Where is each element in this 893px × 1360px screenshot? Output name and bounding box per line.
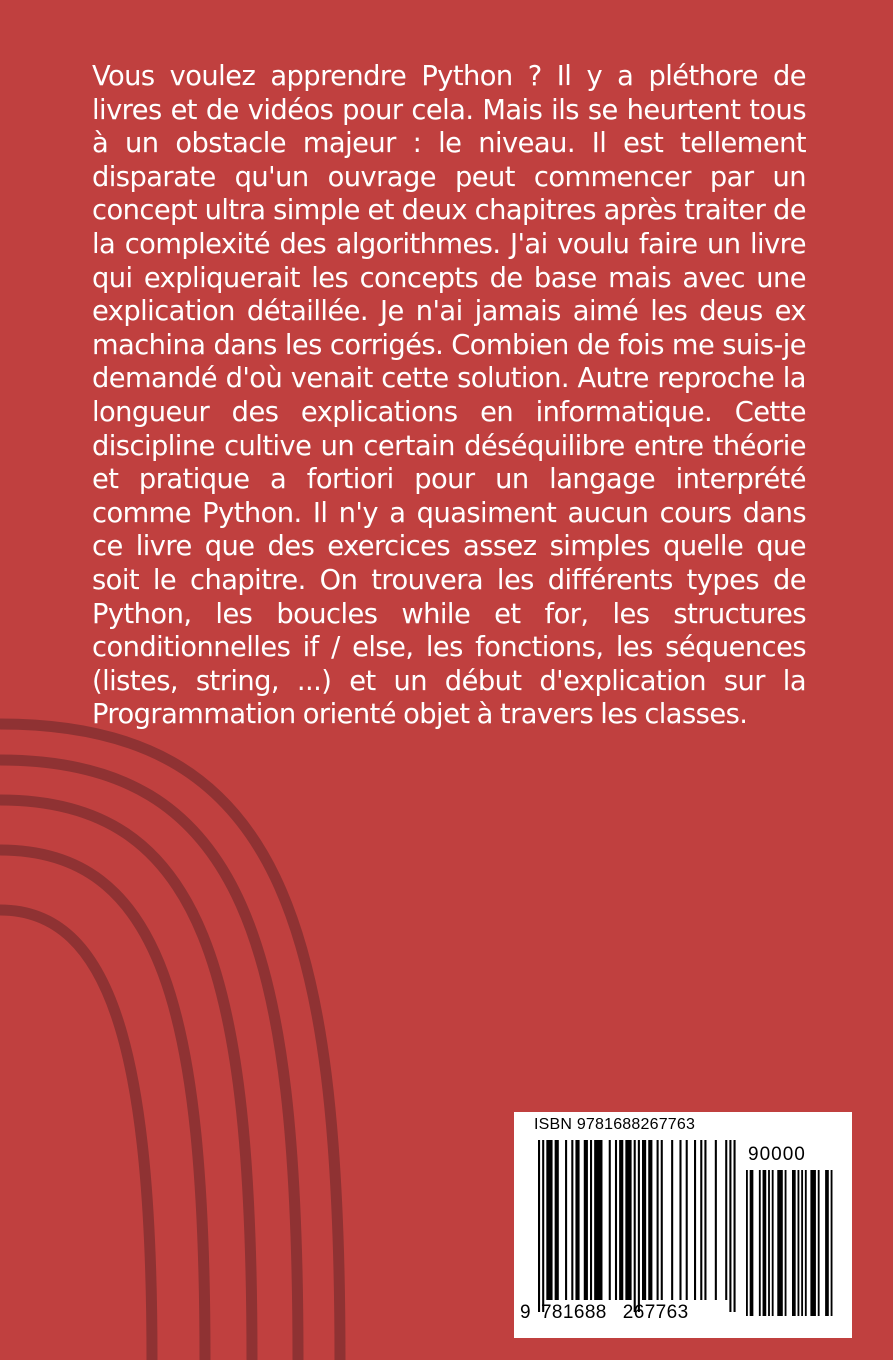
barcode-bar — [746, 1170, 748, 1316]
barcode-bar — [759, 1170, 761, 1316]
barcode-bar — [648, 1140, 652, 1300]
barcode-right-group: 267763 — [622, 1302, 689, 1323]
barcode-bar — [546, 1140, 552, 1300]
isbn-prefix: ISBN — [534, 1116, 573, 1133]
back-cover-blurb: Vous voulez apprendre Python ? Il y a pléthore de livres et de vidéos pour cela. Mais ils se heurtent tous à un obstacle majeur : le niveau. Il est tellement disparate qu'un ouvrage peut commencer par un concept ultra simple et deux chapitres après traiter de la complexité des algorithmes. J'ai voulu faire un livre qui expliquerait les concepts de base mais avec une explication détaillée. Je n'ai jamais aimé les deus ex machina dans les corrigés. Combien de fois me suis-je demandé d'où venait cette solution. Autre reproche la longueur des explications en informatique. Cette discipline cultive un certain déséquilibre entre théorie et pratique a fortiori pour un langage interprété comme Python. Il n'y a quasiment aucun cours dans ce livre que des exercices assez simples quelle que soit le chapitre. On trouvera les différents types de Python, les boucles while et for, les structures conditionnelles if / else, les fonctions, les séquences (listes, string, ...) et un début d'explication sur la Programmation orienté objet à travers les classes. — [92, 61, 806, 731]
barcode-bar — [715, 1140, 717, 1300]
barcode-bar — [805, 1170, 807, 1316]
barcode-bar — [538, 1140, 540, 1312]
price-addon-digits: 90000 — [748, 1144, 806, 1165]
barcode-bar — [575, 1140, 579, 1300]
isbn-barcode-panel — [514, 1112, 852, 1338]
barcode-bar — [555, 1140, 559, 1300]
barcode-bar — [704, 1140, 706, 1300]
barcode-bar — [686, 1140, 688, 1300]
barcode-bar — [634, 1140, 636, 1312]
barcode-bar — [657, 1140, 659, 1300]
isbn-label — [534, 1116, 695, 1134]
barcode-bar — [679, 1140, 681, 1300]
barcode-bar — [642, 1140, 646, 1300]
barcode-bar — [615, 1140, 617, 1300]
barcode-lead-digit: 9 — [520, 1302, 531, 1323]
barcode-bar — [785, 1170, 787, 1316]
barcode-bar — [763, 1170, 767, 1316]
barcode-bar — [729, 1140, 731, 1312]
barcode-bar — [638, 1140, 640, 1312]
barcode-bar — [619, 1140, 623, 1300]
barcode-bar — [590, 1140, 592, 1300]
barcode-bar — [671, 1140, 673, 1300]
barcode-digits — [520, 1302, 720, 1324]
barcode-bar — [694, 1140, 696, 1300]
barcode-bar — [594, 1140, 602, 1300]
arc-3 — [0, 800, 252, 1360]
barcode-bar — [609, 1140, 611, 1300]
isbn-number: 9781688267763 — [576, 1116, 696, 1133]
barcode-bar — [625, 1140, 631, 1300]
arc-1 — [0, 724, 340, 1360]
barcode-bar — [584, 1140, 588, 1300]
barcode-left-group: 781688 — [540, 1302, 607, 1323]
barcode-bar — [734, 1140, 736, 1312]
barcode-bar — [810, 1170, 816, 1316]
barcode-bar — [725, 1140, 727, 1300]
barcode-bar — [571, 1140, 573, 1300]
barcode-bar — [565, 1140, 567, 1300]
barcode-bar — [798, 1170, 800, 1316]
barcode-bar — [661, 1140, 663, 1300]
barcode-bar — [768, 1170, 770, 1316]
barcode-bar — [831, 1170, 833, 1316]
barcode-bar — [772, 1170, 774, 1316]
barcode-bar — [801, 1170, 803, 1316]
barcode-bar — [777, 1170, 783, 1316]
barcode-bar — [750, 1170, 754, 1316]
barcode-bar — [542, 1140, 544, 1312]
barcode-bar — [792, 1170, 796, 1316]
barcode-bar — [825, 1170, 829, 1316]
barcode-bar — [700, 1140, 702, 1300]
barcode-bar — [818, 1170, 820, 1316]
arc-4 — [0, 850, 205, 1360]
arc-5 — [0, 910, 152, 1360]
